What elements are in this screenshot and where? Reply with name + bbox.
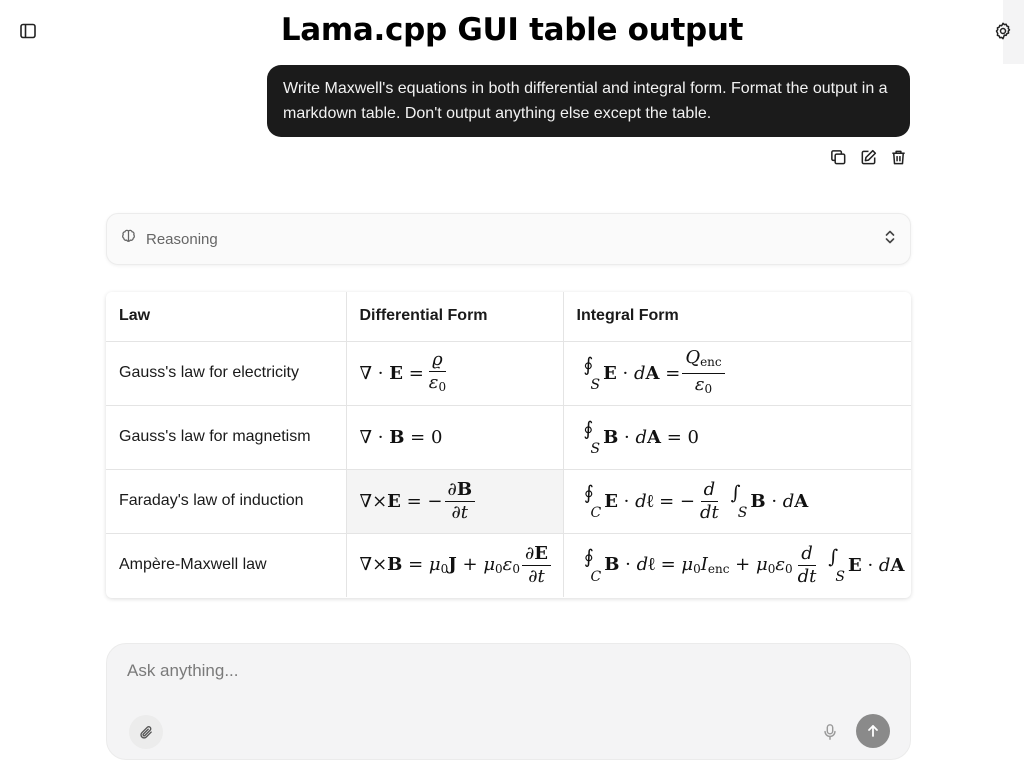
- brain-icon: [120, 228, 137, 250]
- arrow-up-icon[interactable]: [856, 714, 890, 748]
- integral-form: ∮ C B · dℓ = μ0Ienc + μ0ε0 $\frac{d}{dt}$ ∫ S E · dA: [583, 542, 905, 587]
- chevron-up-down-icon[interactable]: [883, 229, 897, 250]
- microphone-icon[interactable]: [815, 715, 845, 749]
- user-message-bubble: [267, 65, 910, 137]
- integral-form: ∮ C E · dℓ = − $\frac{d}{dt}$ ∫ S B · dA: [563, 469, 911, 533]
- law-name: Ampère-Maxwell law: [106, 533, 346, 597]
- column-header-law: Law: [106, 292, 346, 341]
- differential-form: ∇×E = − $\frac{\partial B}{\partial t}$: [346, 469, 563, 533]
- message-input[interactable]: [127, 658, 807, 684]
- integral-form: ∮ S B · dA = 0: [563, 405, 911, 469]
- table-row: [106, 469, 911, 533]
- maxwell-table: [106, 292, 911, 598]
- chat-composer: [106, 643, 911, 760]
- table-row: [106, 533, 911, 597]
- copy-icon[interactable]: [829, 148, 848, 167]
- reasoning-label: Reasoning: [146, 230, 218, 248]
- page-title: Lama.cpp GUI table output: [280, 12, 744, 48]
- reasoning-toggle[interactable]: [106, 213, 911, 265]
- table-header-row: [106, 292, 911, 341]
- user-message-text: Write Maxwell's equations in both differential and integral form. Format the output in a markdown table. Don't output anything else except the table.: [283, 80, 888, 122]
- trash-icon[interactable]: [889, 148, 908, 167]
- edit-icon[interactable]: [859, 148, 878, 167]
- column-header-integral: Integral Form: [563, 292, 911, 341]
- law-name: Gauss's law for magnetism: [106, 405, 346, 469]
- law-name: Faraday's law of induction: [106, 469, 346, 533]
- table-row: [106, 405, 911, 469]
- differential-form: ∇×B = μ0J + μ0ε0 $\frac{\partial E}{\partial t}$: [346, 533, 563, 597]
- law-name: Gauss's law for electricity: [106, 341, 346, 405]
- table-row: [106, 341, 911, 405]
- integral-form: ∮ S E · dA = $\frac{\text{Qenc}}{\varepsilon 0}$: [563, 341, 911, 405]
- differential-form: ∇ · B = 0: [346, 405, 563, 469]
- message-actions: [829, 148, 908, 167]
- paperclip-icon[interactable]: [129, 715, 163, 749]
- differential-form: ∇ · E = $\frac{ϱ}{\varepsilon 0}$: [346, 341, 563, 405]
- column-header-differential: Differential Form: [346, 292, 563, 341]
